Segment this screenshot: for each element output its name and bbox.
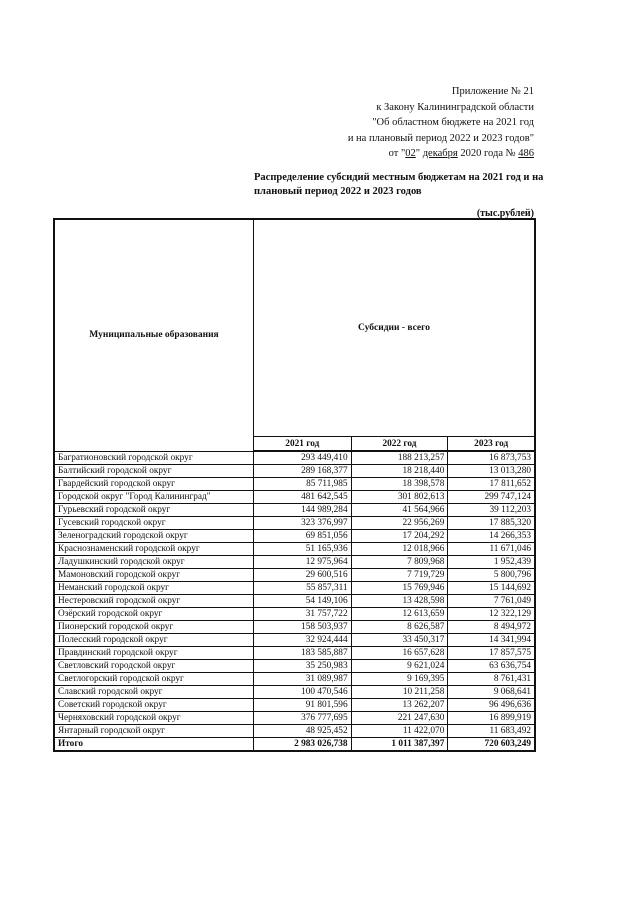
subsidy-value-2023: 17 885,320: [448, 517, 535, 530]
appendix-line-3: "Об областном бюджете на 2021 год: [372, 117, 534, 128]
subsidy-value-2023: 15 144,692: [448, 582, 535, 595]
municipality-name: Славский городской округ: [54, 686, 254, 699]
subsidy-value-2022: 12 018,966: [351, 543, 448, 556]
appendix-header: [348, 84, 534, 162]
municipality-name: Светлогорский городской округ: [54, 673, 254, 686]
subsidy-value-2022: 13 262,207: [351, 699, 448, 712]
subsidy-value-2023: 13 013,280: [448, 465, 535, 478]
appendix-date-prefix: от ": [388, 148, 406, 159]
subsidy-value-2021: 54 149,106: [254, 595, 352, 608]
table-row: [54, 517, 535, 530]
year-header-2021: 2021 год: [254, 437, 352, 452]
subsidy-value-2021: 144 989,284: [254, 504, 352, 517]
subsidy-value-2023: 39 112,203: [448, 504, 535, 517]
subsidy-value-2023: 16 873,753: [448, 451, 535, 465]
municipality-name: Нестеровский городской округ: [54, 595, 254, 608]
municipality-name: Неманский городской округ: [54, 582, 254, 595]
municipality-name: Гусевский городской округ: [54, 517, 254, 530]
subsidy-value-2021: 32 924,444: [254, 634, 352, 647]
municipality-name: Пионерский городской округ: [54, 621, 254, 634]
column-header-municipalities: Муниципальные образования: [54, 219, 254, 451]
subsidy-value-2022: 188 213,257: [351, 451, 448, 465]
total-value-2022: 1 011 387,397: [351, 738, 448, 752]
appendix-line-1: Приложение № 21: [451, 86, 534, 97]
subsidy-value-2023: 8 761,431: [448, 673, 535, 686]
subsidy-value-2021: 323 376,997: [254, 517, 352, 530]
municipality-name: Янтарный городской округ: [54, 725, 254, 738]
subsidy-value-2022: 16 657,628: [351, 647, 448, 660]
subsidy-value-2021: 51 165,936: [254, 543, 352, 556]
subsidy-value-2022: 22 956,269: [351, 517, 448, 530]
total-label: Итого: [54, 738, 254, 752]
subsidy-value-2021: 183 585,887: [254, 647, 352, 660]
subsidy-value-2023: 12 322,129: [448, 608, 535, 621]
table-row: [54, 660, 535, 673]
table-row: [54, 556, 535, 569]
appendix-number: 486: [518, 148, 534, 159]
subsidy-value-2021: 31 757,722: [254, 608, 352, 621]
municipality-name: Правдинский городской округ: [54, 647, 254, 660]
subsidy-value-2023: 299 747,124: [448, 491, 535, 504]
table-row: [54, 491, 535, 504]
subsidy-value-2021: 55 857,311: [254, 582, 352, 595]
table-header-row: [54, 219, 535, 437]
table-row: [54, 725, 535, 738]
subsidy-value-2022: 18 398,578: [351, 478, 448, 491]
subsidy-value-2021: 289 168,377: [254, 465, 352, 478]
municipality-name: Полесский городской округ: [54, 634, 254, 647]
municipality-name: Ладушкинский городской округ: [54, 556, 254, 569]
appendix-line-4: и на плановый период 2022 и 2023 годов": [347, 132, 534, 144]
subsidy-value-2021: 48 925,452: [254, 725, 352, 738]
subsidy-value-2021: 158 503,937: [254, 621, 352, 634]
total-value-2021: 2 983 026,738: [254, 738, 352, 752]
subsidy-value-2023: 7 761,049: [448, 595, 535, 608]
subsidy-value-2022: 301 802,613: [351, 491, 448, 504]
subsidy-value-2021: 69 851,056: [254, 530, 352, 543]
municipality-name: Городской округ "Город Калининград": [54, 491, 254, 504]
units-label: (тыс.рублей): [476, 208, 534, 219]
table-row: [54, 595, 535, 608]
subsidy-value-2023: 5 800,796: [448, 569, 535, 582]
appendix-month: декабря: [422, 148, 458, 159]
subsidy-value-2022: 15 769,946: [351, 582, 448, 595]
subsidy-value-2021: 376 777,695: [254, 712, 352, 725]
document-title: Распределение субсидий местным бюджетам на 2021 год и на плановый период 2022 и 2023 годов: [254, 172, 544, 197]
subsidy-value-2022: 9 169,395: [351, 673, 448, 686]
municipality-name: Озёрский городской округ: [54, 608, 254, 621]
municipality-name: Светловский городской округ: [54, 660, 254, 673]
subsidies-table: [53, 218, 536, 752]
subsidy-value-2022: 11 422,070: [351, 725, 448, 738]
table-row: [54, 451, 535, 465]
total-row: [54, 738, 535, 752]
subsidy-value-2021: 31 089,987: [254, 673, 352, 686]
year-header-2022: 2022 год: [351, 437, 448, 452]
subsidy-value-2023: 9 068,641: [448, 686, 535, 699]
table-row: [54, 582, 535, 595]
subsidy-value-2023: 63 636,754: [448, 660, 535, 673]
subsidy-value-2022: 33 450,317: [351, 634, 448, 647]
table-row: [54, 673, 535, 686]
municipality-name: Балтийский городской округ: [54, 465, 254, 478]
subsidy-value-2023: 17 857,575: [448, 647, 535, 660]
subsidy-value-2022: 7 809,968: [351, 556, 448, 569]
total-value-2023: 720 603,249: [448, 738, 535, 752]
subsidy-value-2023: 8 494,972: [448, 621, 535, 634]
table-row: [54, 608, 535, 621]
table-row: [54, 504, 535, 517]
table-row: [54, 569, 535, 582]
subsidy-value-2021: 293 449,410: [254, 451, 352, 465]
subsidy-value-2023: 16 899,919: [448, 712, 535, 725]
subsidy-value-2021: 481 642,545: [254, 491, 352, 504]
subsidy-value-2023: 11 671,046: [448, 543, 535, 556]
subsidy-value-2022: 18 218,440: [351, 465, 448, 478]
table-row: [54, 712, 535, 725]
subsidy-value-2023: 11 683,492: [448, 725, 535, 738]
municipality-name: Мамоновский городской округ: [54, 569, 254, 582]
subsidy-value-2022: 8 626,587: [351, 621, 448, 634]
subsidy-value-2021: 29 600,516: [254, 569, 352, 582]
table-row: [54, 465, 535, 478]
municipality-name: Зеленоградский городской округ: [54, 530, 254, 543]
subsidy-value-2021: 35 250,983: [254, 660, 352, 673]
table-row: [54, 634, 535, 647]
table-row: [54, 686, 535, 699]
appendix-date-mid: ": [415, 148, 423, 159]
subsidy-value-2022: 41 564,966: [351, 504, 448, 517]
appendix-year: 2020 года №: [457, 148, 519, 159]
subsidy-value-2022: 10 211,258: [351, 686, 448, 699]
subsidy-value-2022: 13 428,598: [351, 595, 448, 608]
table-row: [54, 647, 535, 660]
year-header-2023: 2023 год: [448, 437, 535, 452]
municipality-name: Черняховский городской округ: [54, 712, 254, 725]
subsidy-value-2023: 14 266,353: [448, 530, 535, 543]
subsidy-value-2021: 91 801,596: [254, 699, 352, 712]
subsidy-value-2021: 12 975,964: [254, 556, 352, 569]
subsidy-value-2023: 14 341,994: [448, 634, 535, 647]
municipality-name: Гурьевский городской округ: [54, 504, 254, 517]
subsidy-value-2022: 221 247,630: [351, 712, 448, 725]
appendix-day: 02: [405, 148, 416, 159]
municipality-name: Гвардейский городской округ: [54, 478, 254, 491]
subsidy-value-2021: 100 470,546: [254, 686, 352, 699]
appendix-line-5: [348, 146, 534, 162]
municipality-name: Советский городской округ: [54, 699, 254, 712]
table-row: [54, 478, 535, 491]
table-row: [54, 621, 535, 634]
subsidy-value-2023: 17 811,652: [448, 478, 535, 491]
appendix-line-2: к Закону Калининградской области: [376, 101, 534, 113]
subsidy-value-2022: 7 719,729: [351, 569, 448, 582]
column-header-subsidies: Субсидии - всего: [254, 219, 536, 437]
subsidy-value-2022: 12 613,659: [351, 608, 448, 621]
municipality-name: Краснознаменский городской округ: [54, 543, 254, 556]
subsidy-value-2021: 85 711,985: [254, 478, 352, 491]
subsidy-value-2022: 17 204,292: [351, 530, 448, 543]
table-row: [54, 543, 535, 556]
municipality-name: Багратионовский городской округ: [54, 451, 254, 465]
subsidy-value-2023: 1 952,439: [448, 556, 535, 569]
table-row: [54, 530, 535, 543]
subsidy-value-2023: 96 496,636: [448, 699, 535, 712]
table-row: [54, 699, 535, 712]
subsidy-value-2022: 9 621,024: [351, 660, 448, 673]
